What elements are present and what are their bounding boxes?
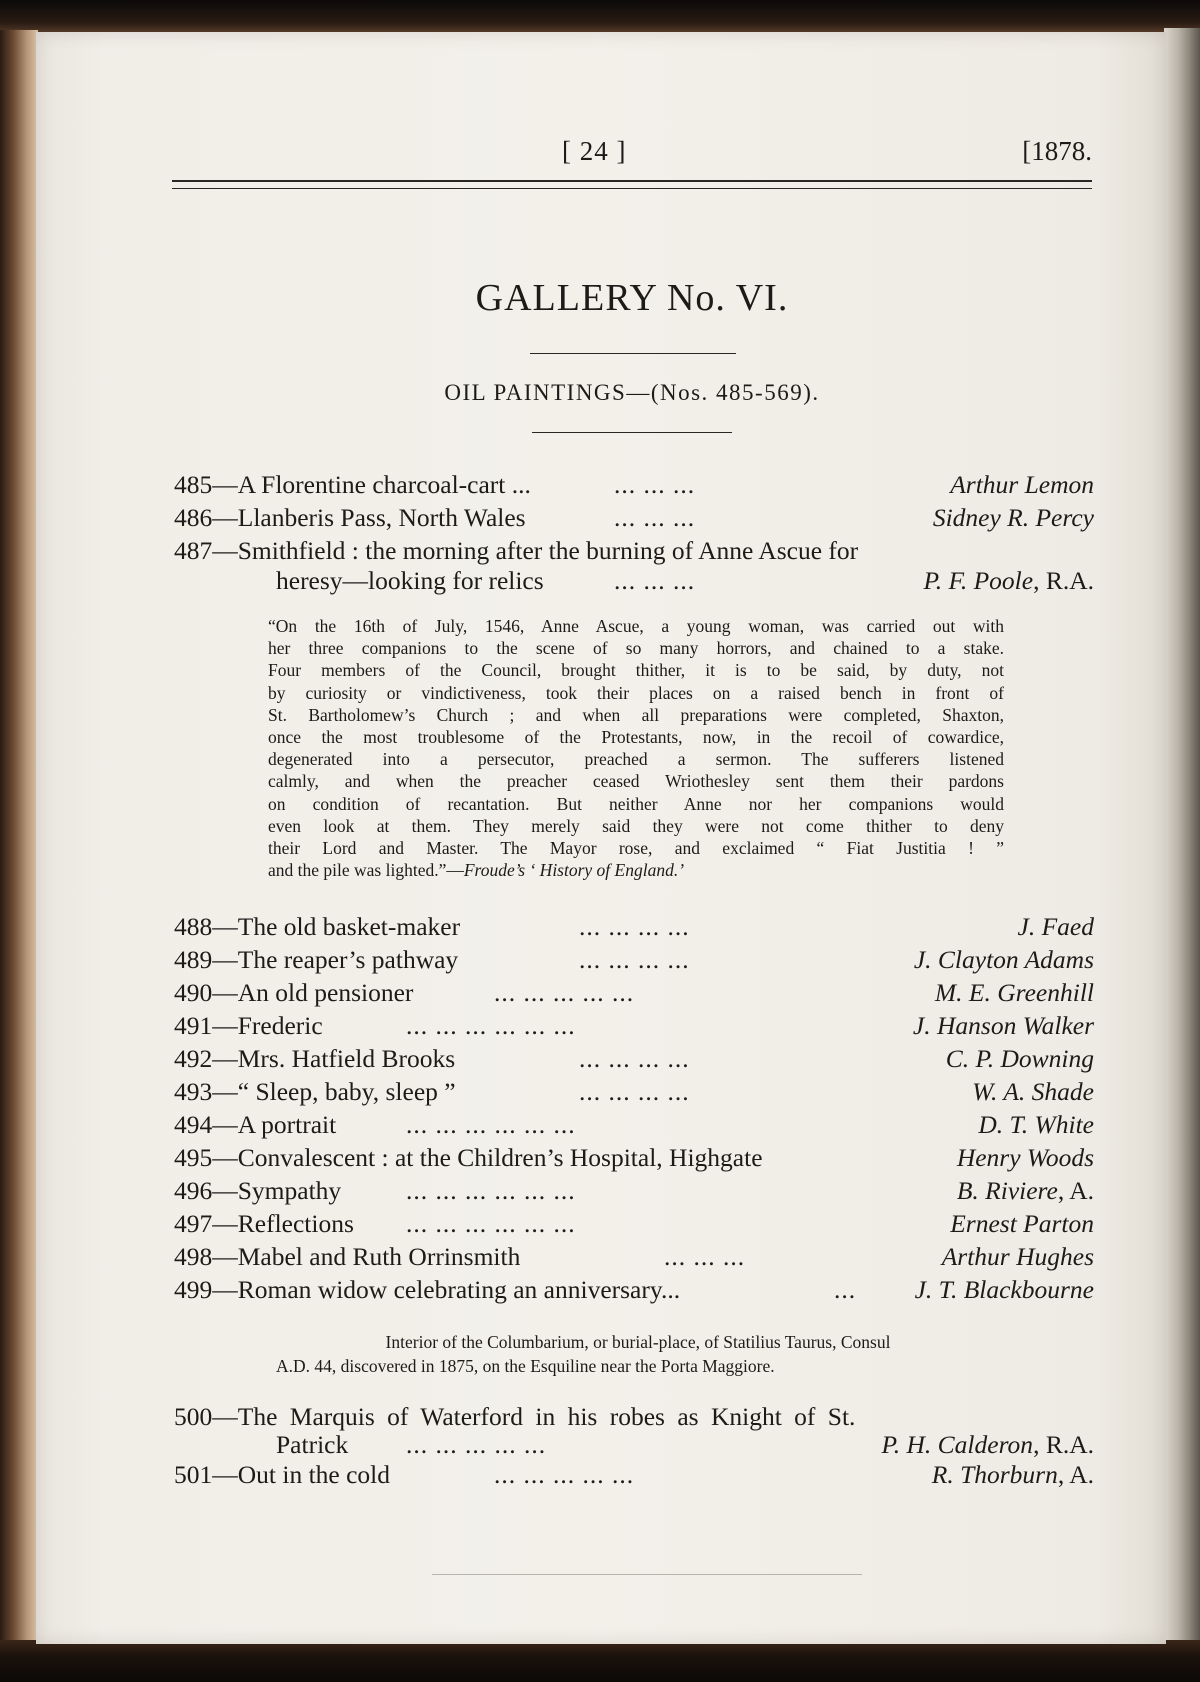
catalogue-entry — [174, 1209, 1094, 1241]
entry-title: 489—The reaper’s pathway — [174, 945, 459, 974]
leader-dots: ... ... ... ... ... ... — [406, 1110, 576, 1139]
entry-artist: P. F. Poole, R.A. — [923, 566, 1094, 595]
catalogue-entry — [174, 1242, 1094, 1274]
leader-dots: ... ... ... ... ... — [494, 1460, 635, 1489]
leader-dots: ... ... ... ... — [579, 1077, 690, 1106]
entry-title: 501—Out in the cold — [174, 1460, 391, 1489]
section-rule — [532, 432, 732, 433]
catalogue-entry — [174, 1011, 1094, 1043]
note-line: Interior of the Columbarium, or burial-place, of Statilius Taurus, Consul — [385, 1332, 891, 1352]
entry-artist: Arthur Lemon — [950, 470, 1094, 499]
page-fore-edge — [1164, 28, 1200, 1654]
catalogue-entry-continuation — [174, 566, 1094, 598]
entry-title: 485—A Florentine charcoal-cart ... — [174, 470, 531, 499]
quote-line: and the pile was lighted.”—Froude’s ‘ History of England.’ — [268, 860, 685, 881]
catalogue-entry — [174, 470, 1094, 502]
catalogue-entry — [174, 1143, 1094, 1175]
year-marker: [1878. — [1022, 136, 1092, 166]
catalogue-entry — [174, 945, 1094, 977]
entry-artist: R. Thorburn, A. — [931, 1460, 1094, 1489]
catalogue-entry — [174, 978, 1094, 1010]
leader-dots: ... ... ... ... — [579, 945, 690, 974]
leader-dots: ... ... ... ... ... — [494, 978, 635, 1007]
entry-title: 488—The old basket-maker — [174, 912, 461, 941]
page-number: [ 24 ] — [562, 136, 627, 166]
entry-title: 493—“ Sleep, baby, sleep ” — [174, 1077, 456, 1106]
leader-dots: ... ... ... ... ... ... — [406, 1011, 576, 1040]
entry-title-continuation: heresy—looking for relics — [276, 566, 544, 595]
catalogue-entry — [174, 536, 1094, 568]
entry-artist: J. Hanson Walker — [912, 1011, 1094, 1040]
entry-artist: M. E. Greenhill — [934, 978, 1094, 1007]
entry-artist: B. Riviere, A. — [956, 1176, 1094, 1205]
entry-title: 490—An old pensioner — [174, 978, 414, 1007]
entry-artist: Arthur Hughes — [941, 1242, 1094, 1271]
catalogue-entry — [174, 1275, 1094, 1307]
entry-artist: P. H. Calderon, R.A. — [881, 1430, 1094, 1459]
quote-line: once the most troublesome of the Protestants, now, in the recoil of cowardice, — [268, 727, 1004, 748]
quote-line: degenerated into a persecutor, preached a sermon. The sufferers listened — [268, 749, 1004, 770]
entry-499-note — [272, 1330, 1004, 1378]
entry-artist: J. Clayton Adams — [913, 945, 1094, 974]
entry-title: 494—A portrait — [174, 1110, 337, 1139]
leader-dots: ... ... ... — [614, 566, 696, 595]
leader-dots: ... ... ... ... ... ... — [406, 1209, 576, 1238]
quote-line: St. Bartholomew’s Church ; and when all preparations were completed, Shaxton, — [268, 704, 1004, 725]
leader-dots: ... ... ... — [614, 470, 696, 499]
entry-title-continuation: Patrick — [276, 1430, 349, 1459]
leader-dots: ... — [834, 1275, 857, 1304]
entry-title: 492—Mrs. Hatfield Brooks — [174, 1044, 456, 1073]
quote-line: calmly, and when the preacher ceased Wriothesley sent them their pardons — [268, 771, 1004, 792]
entry-title: 491—Frederic — [174, 1011, 323, 1040]
leader-dots: ... ... ... ... — [579, 912, 690, 941]
catalogue-entry — [174, 1077, 1094, 1109]
note-line: A.D. 44, discovered in 1875, on the Esquiline near the Porta Maggiore. — [276, 1356, 775, 1376]
catalogue-entry — [174, 1044, 1094, 1076]
entry-title: 498—Mabel and Ruth Orrinsmith — [174, 1242, 521, 1271]
catalogue-entry — [174, 503, 1094, 535]
entry-artist: C. P. Downing — [945, 1044, 1094, 1073]
entry-title: 495—Convalescent : at the Children’s Hospital, Highgate — [174, 1143, 763, 1172]
leader-dots: ... ... ... ... ... ... — [406, 1176, 576, 1205]
quote-line: on condition of recantation. But neither Anne nor her companions would — [268, 793, 1004, 814]
quote-line: by curiosity or vindictiveness, took their places on a raised bench in front of — [268, 682, 1004, 703]
catalogue-entry — [174, 1110, 1094, 1142]
entry-title: 486—Llanberis Pass, North Wales — [174, 503, 526, 532]
running-header — [172, 136, 1092, 170]
book-spine — [0, 30, 38, 1650]
entry-artist: J. T. Blackbourne — [914, 1275, 1094, 1304]
quote-line: their Lord and Master. The Mayor rose, and exclaimed “ Fiat Justitia ! ” — [268, 838, 1004, 859]
catalogue-entry — [174, 912, 1094, 944]
leader-dots: ... ... ... ... ... — [406, 1430, 547, 1459]
leader-dots: ... ... ... — [614, 503, 696, 532]
section-title: OIL PAINTINGS—(Nos. 485-569). — [444, 380, 820, 405]
entry-title: 487—Smithfield : the morning after the burning of Anne Ascue for — [174, 536, 859, 565]
leader-dots: ... ... ... — [664, 1242, 746, 1271]
catalogue-entry — [174, 1176, 1094, 1208]
quote-line: Four members of the Council, brought thither, it is to be said, by duty, not — [268, 660, 1004, 681]
froude-quotation — [268, 615, 1004, 881]
book-binding-bottom — [0, 1640, 1200, 1682]
entry-artist: D. T. White — [978, 1110, 1094, 1139]
leader-dots: ... ... ... ... — [579, 1044, 690, 1073]
entry-artist: Ernest Parton — [950, 1209, 1094, 1238]
quote-line: her three companions to the scene of so many horrors, and chained to a stake. — [268, 638, 1004, 659]
entry-title: 499—Roman widow celebrating an anniversary... — [174, 1275, 681, 1304]
catalogue-entry — [174, 1460, 1094, 1492]
entry-artist: W. A. Shade — [972, 1077, 1094, 1106]
catalogue-entry-continuation — [174, 1430, 1094, 1462]
quote-source: Froude’s ‘ History of England.’ — [463, 860, 685, 881]
entry-artist: J. Faed — [1017, 912, 1094, 941]
footer-faint-rule — [432, 1574, 862, 1575]
entry-artist: Henry Woods — [956, 1143, 1094, 1172]
quote-line: even look at them. They merely said they were not come thither to deny — [268, 815, 1004, 836]
title-rule — [530, 353, 736, 354]
entry-artist: Sidney R. Percy — [932, 503, 1094, 532]
entry-title: 496—Sympathy — [174, 1176, 342, 1205]
quote-line: “On the 16th of July, 1546, Anne Ascue, a young woman, was carried out with — [268, 616, 1004, 636]
entry-title: 500—The Marquis of Waterford in his robes as Knight of St. — [174, 1402, 856, 1431]
header-double-rule — [172, 180, 1092, 189]
entry-title: 497—Reflections — [174, 1209, 354, 1238]
gallery-title: GALLERY No. VI. — [475, 277, 789, 319]
